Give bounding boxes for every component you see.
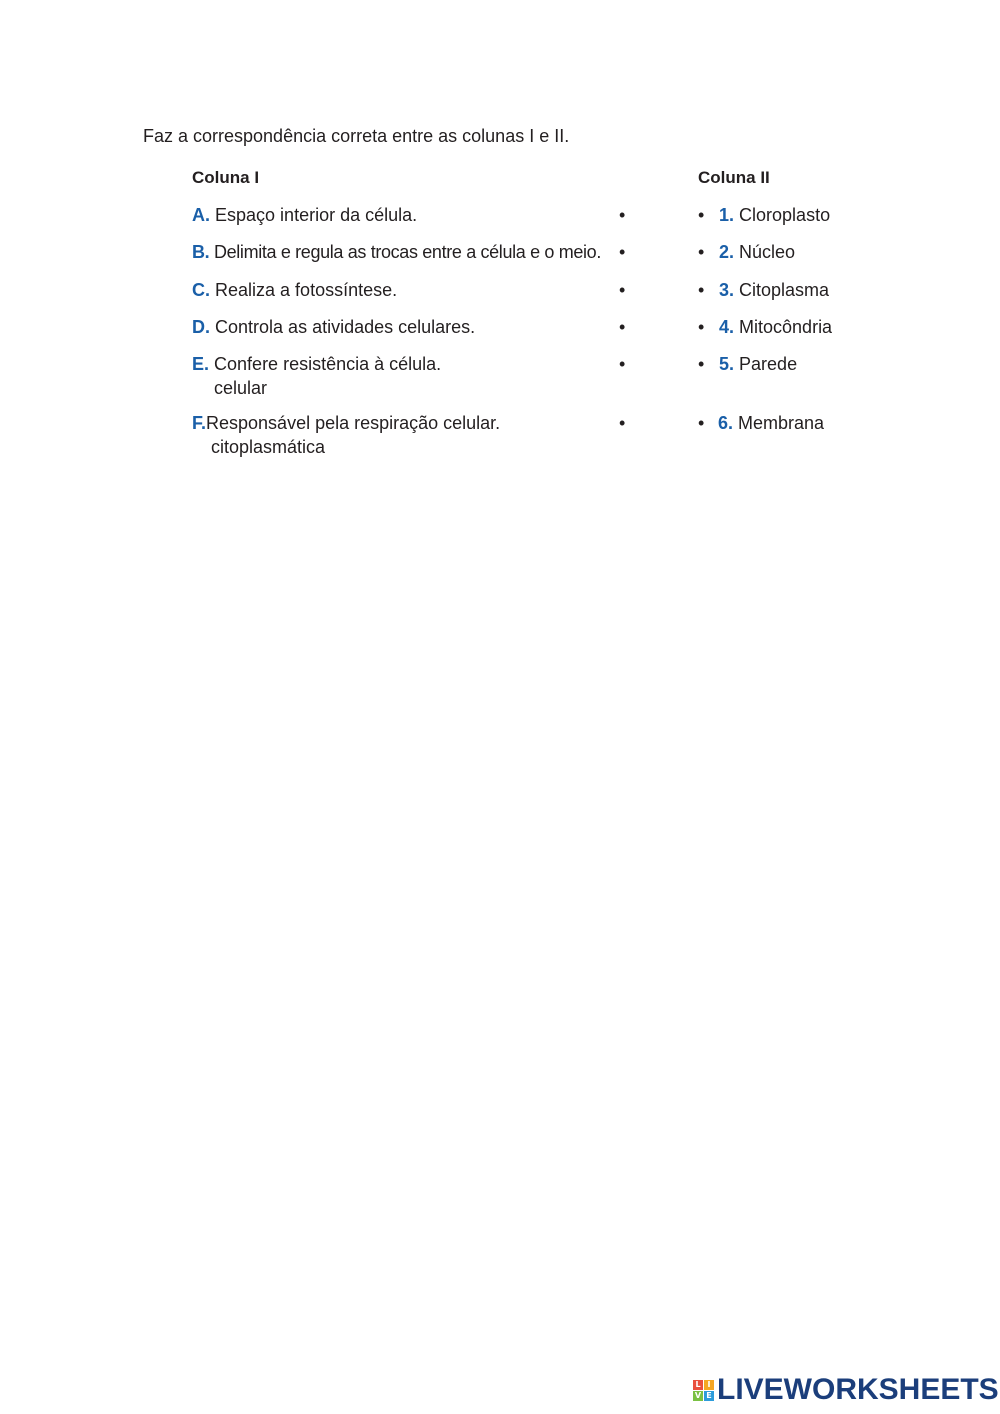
item-letter: F.	[192, 413, 207, 433]
item-text: Delimita e regula as trocas entre a célula e o meio.	[213, 242, 601, 262]
column-1-item	[192, 203, 417, 227]
item-number: 2.	[719, 242, 735, 262]
column-1-item	[192, 278, 397, 302]
item-letter: B.	[192, 242, 210, 262]
column-2-heading: Coluna II	[698, 168, 770, 187]
column-2-item	[719, 315, 832, 339]
item-text: Membrana	[738, 413, 825, 433]
item-text: Parede	[739, 354, 798, 374]
logo-mark-letter: L	[693, 1380, 703, 1390]
left-match-dot[interactable]: •	[619, 413, 626, 433]
column-1-item	[192, 352, 441, 400]
logo-mark-letter: E	[704, 1391, 714, 1401]
item-text: Espaço interior da célula.	[215, 205, 418, 225]
column-1-item	[192, 240, 601, 264]
item-number: 6.	[718, 413, 734, 433]
item-continuation: celular	[214, 378, 268, 398]
instruction-text: Faz a correspondência correta entre as colunas I e II.	[143, 126, 570, 146]
left-match-dot[interactable]: •	[619, 317, 626, 337]
item-continuation: citoplasmática	[211, 437, 326, 457]
item-text: Realiza a fotossíntese.	[215, 280, 398, 300]
item-number: 4.	[719, 317, 735, 337]
column-2-item	[719, 240, 795, 264]
column-2-item	[719, 203, 830, 227]
item-number: 1.	[719, 205, 735, 225]
item-letter: D.	[192, 317, 210, 337]
item-letter: C.	[192, 280, 210, 300]
right-match-dot[interactable]: •	[698, 354, 705, 374]
item-text: Confere resistência à célula.	[214, 354, 442, 374]
column-2-item	[718, 411, 824, 435]
right-match-dot[interactable]: •	[698, 280, 705, 300]
column-1-heading: Coluna I	[192, 168, 260, 187]
item-text: Controla as atividades celulares.	[215, 317, 476, 337]
column-1-item	[192, 315, 475, 339]
right-match-dot[interactable]: •	[698, 205, 705, 225]
logo-mark-letter: V	[694, 1390, 702, 1400]
column-1-item	[192, 411, 500, 459]
item-number: 5.	[719, 354, 735, 374]
column-2-item	[719, 278, 829, 302]
right-match-dot[interactable]: •	[698, 413, 705, 433]
item-text: Citoplasma	[739, 280, 830, 300]
liveworksheets-logo	[693, 1374, 999, 1406]
left-match-dot[interactable]: •	[619, 205, 626, 225]
left-match-dot[interactable]: •	[619, 280, 626, 300]
logo-text: LIVEWORKSHEETS	[717, 1373, 999, 1406]
right-match-dot[interactable]: •	[698, 317, 705, 337]
item-letter: A.	[192, 205, 210, 225]
item-text: Responsável pela respiração celular.	[206, 413, 501, 433]
left-match-dot[interactable]: •	[619, 242, 626, 262]
right-match-dot[interactable]: •	[698, 242, 705, 262]
left-match-dot[interactable]: •	[619, 354, 626, 374]
item-number: 3.	[719, 280, 735, 300]
logo-mark-icon	[693, 1380, 714, 1401]
logo-mark-letter: I	[704, 1380, 714, 1390]
item-letter: E.	[192, 354, 210, 374]
item-text: Cloroplasto	[739, 205, 831, 225]
item-text: Núcleo	[739, 242, 796, 262]
column-2-item	[719, 352, 797, 376]
item-text: Mitocôndria	[739, 317, 833, 337]
